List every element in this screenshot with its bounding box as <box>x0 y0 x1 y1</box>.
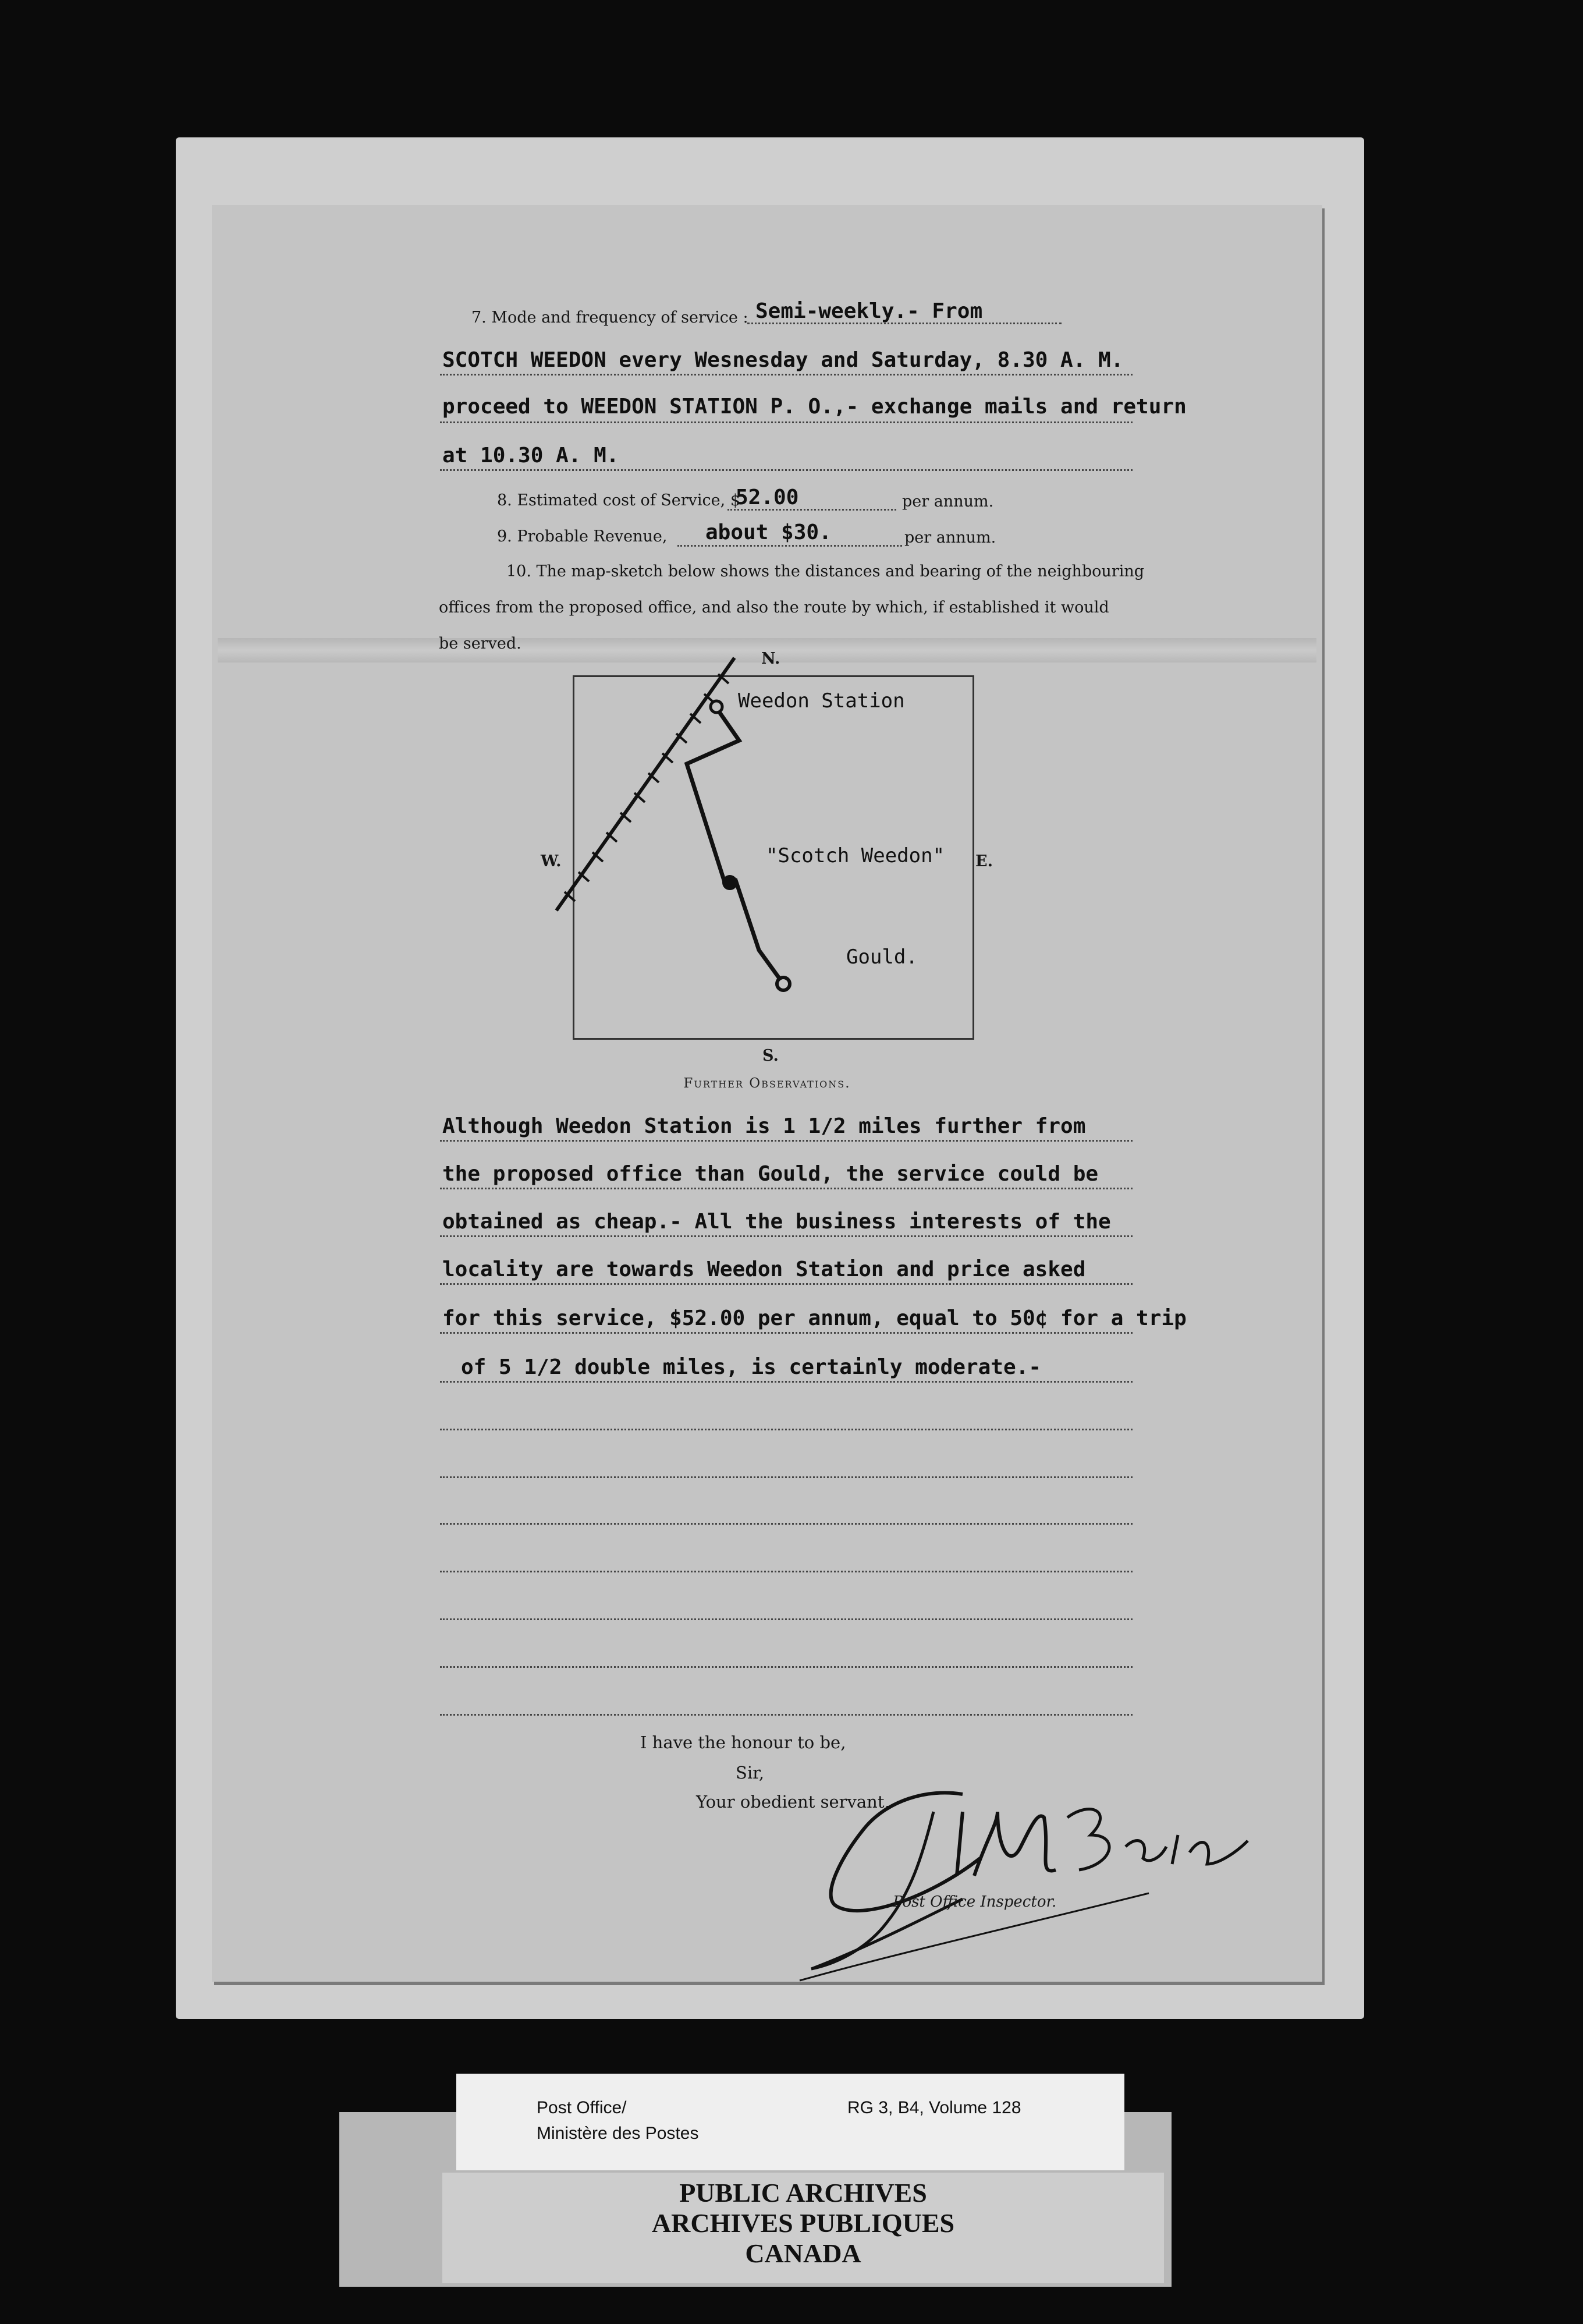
railway-ties <box>565 674 729 901</box>
observation-line: for this service, $52.00 per annum, equal to 50¢ for a trip <box>442 1306 1187 1330</box>
blank-line <box>440 1476 1133 1478</box>
weedon-station-marker <box>711 701 722 713</box>
item8-value: 52.00 <box>736 486 799 509</box>
further-observations-heading: Further Observations. <box>683 1076 851 1091</box>
item10-line2: offices from the proposed office, and also the route by which, if established it would <box>439 598 1109 617</box>
blank-line <box>440 1571 1133 1572</box>
archives-line-1: PUBLIC ARCHIVES <box>679 2178 927 2208</box>
item7-line4-underline <box>440 469 1133 471</box>
scotch-weedon-marker <box>722 875 737 890</box>
archives-stamp <box>442 2173 1164 2283</box>
observation-line: locality are towards Weedon Station and price asked <box>442 1257 1086 1281</box>
observation-line: of 5 1/2 double miles, is certainly moderate.- <box>461 1355 1041 1379</box>
item7-line4: at 10.30 A. M. <box>442 444 619 467</box>
item9-suffix: per annum. <box>904 529 996 547</box>
item7-value: Semi-weekly.- From <box>755 299 983 323</box>
signature-title: Post Office Inspector. <box>893 1893 1057 1911</box>
item9-underline <box>677 545 902 547</box>
map-label-gould: Gould. <box>846 945 918 969</box>
observation-line: obtained as cheap.- All the business interests of the <box>442 1210 1111 1234</box>
closing-line-1: I have the honour to be, <box>640 1733 846 1752</box>
compass-west: W. <box>541 852 562 870</box>
item10-line1: 10. The map-sketch below shows the distances and bearing of the neighbouring <box>506 562 1145 580</box>
blank-line <box>440 1714 1133 1716</box>
blank-line <box>440 1429 1133 1430</box>
item7-line3: proceed to WEEDON STATION P. O.,- exchange mails and return <box>442 395 1187 419</box>
compass-east: E. <box>975 852 993 870</box>
archive-dept-fr: Ministère des Postes <box>537 2124 699 2143</box>
observation-underline <box>440 1283 1133 1285</box>
compass-north: N. <box>761 650 780 668</box>
item9-label: 9. Probable Revenue, <box>497 527 668 545</box>
item7-line2-underline <box>440 374 1133 375</box>
blank-line <box>440 1618 1133 1620</box>
observation-underline <box>440 1188 1133 1189</box>
blank-line <box>440 1666 1133 1668</box>
observation-line: Although Weedon Station is 1 1/2 miles further from <box>442 1114 1086 1138</box>
observation-underline <box>440 1140 1133 1142</box>
item8-underline <box>727 509 896 511</box>
gould-marker <box>777 977 790 990</box>
closing-line-3: Your obedient servant, <box>696 1792 890 1812</box>
archives-line-3: CANADA <box>745 2238 861 2268</box>
observation-underline <box>440 1332 1133 1334</box>
map-label-weedon-station: Weedon Station <box>738 689 905 713</box>
map-label-scotch-weedon: "Scotch Weedon" <box>766 844 945 867</box>
closing-line-2: Sir, <box>736 1763 765 1783</box>
archive-dept: Post Office/ <box>537 2098 627 2117</box>
signature <box>788 1777 1254 1986</box>
compass-south: S. <box>762 1047 779 1065</box>
blank-line <box>440 1523 1133 1525</box>
archives-line-2: ARCHIVES PUBLIQUES <box>651 2208 955 2238</box>
observation-line: the proposed office than Gould, the service could be <box>442 1162 1099 1186</box>
item10-line3: be served. <box>439 635 521 653</box>
document-page <box>212 205 1322 1982</box>
item7-underline <box>747 323 1062 324</box>
item7-line3-underline <box>440 421 1133 423</box>
item7-line2: SCOTCH WEEDON every Wesnesday and Saturday, 8.30 A. M. <box>442 348 1124 372</box>
item9-value: about $30. <box>705 520 832 544</box>
observation-underline <box>440 1235 1133 1237</box>
item8-suffix: per annum. <box>902 493 994 511</box>
observation-underline <box>440 1381 1133 1383</box>
archive-reference: RG 3, B4, Volume 128 <box>847 2098 1021 2117</box>
archive-reference-slip <box>456 2074 1124 2170</box>
item7-label: 7. Mode and frequency of service : <box>471 309 748 327</box>
item8-label: 8. Estimated cost of Service, $ <box>497 491 740 509</box>
